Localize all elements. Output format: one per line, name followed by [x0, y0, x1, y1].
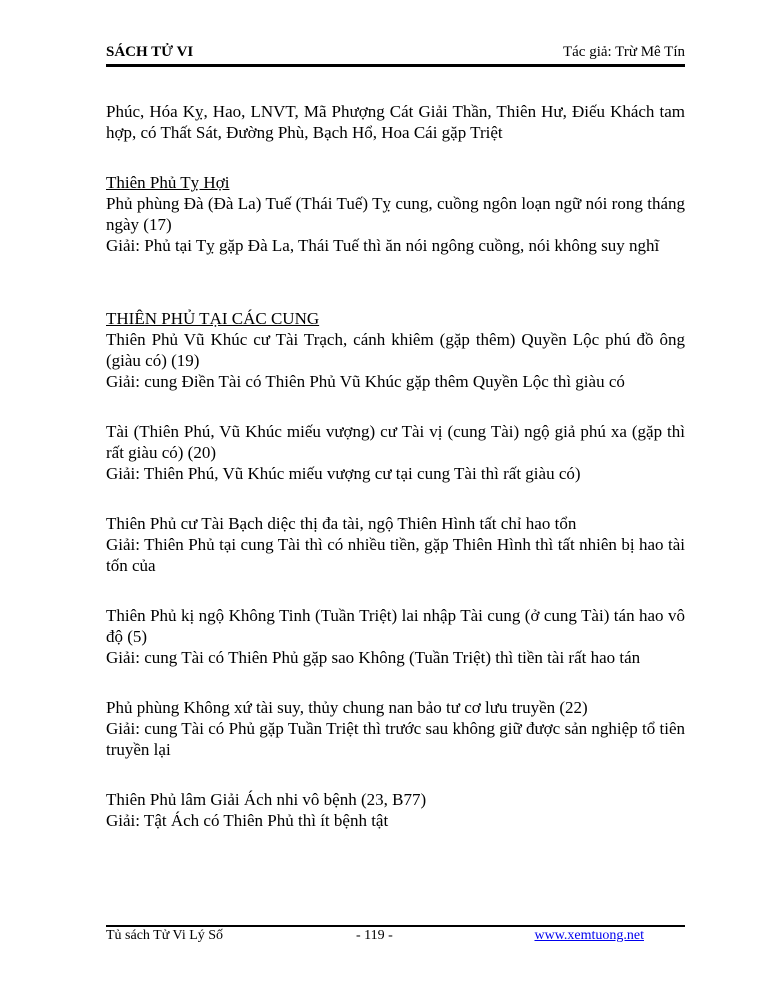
- page-number: - 119 -: [356, 928, 393, 943]
- explanation: Giải: Phủ tại Tỵ gặp Đà La, Thái Tuế thì ăn nói ngông cuồng, nói không suy nghĩ: [106, 236, 660, 255]
- explanation: Giải: cung Tài có Phủ gặp Tuần Triệt thì trước sau không giữ được sản nghiệp tổ tiên truyền lại: [106, 719, 685, 759]
- verse: Tài (Thiên Phú, Vũ Khúc miếu vượng) cư Tài vị (cung Tài) ngộ giả phú xa (gặp thì rất giàu có) (20): [106, 422, 685, 462]
- verse: Thiên Phủ Vũ Khúc cư Tài Trạch, cánh khiêm (gặp thêm) Quyền Lộc phú đồ ông (giàu có) (19): [106, 330, 685, 370]
- verse: Phủ phùng Đà (Đà La) Tuế (Thái Tuế) Tỵ cung, cuồng ngôn loạn ngữ nói rong tháng ngày (17): [106, 194, 685, 234]
- page-content: [106, 101, 685, 831]
- section-heading: THIÊN PHỦ TẠI CÁC CUNG: [106, 309, 320, 328]
- explanation: Giải: Thiên Phú, Vũ Khúc miếu vượng cư tại cung Tài thì rất giàu có): [106, 464, 581, 483]
- verse: Phủ phùng Không xứ tài suy, thủy chung nan bảo tư cơ lưu truyền (22): [106, 698, 588, 717]
- page-footer: [106, 928, 685, 948]
- website-link[interactable]: www.xemtuong.net: [534, 928, 644, 943]
- page-header: [106, 44, 685, 61]
- author-line: Tác giả: Trừ Mê Tín: [562, 44, 685, 60]
- explanation: Giải: cung Điền Tài có Thiên Phủ Vũ Khúc gặp thêm Quyền Lộc thì giàu có: [106, 372, 625, 391]
- footer-rule: [106, 925, 685, 927]
- section-heading: Thiên Phủ Tỵ Hợi: [106, 173, 230, 192]
- explanation: Giải: cung Tài có Thiên Phủ gặp sao Không (Tuần Triệt) thì tiền tài rất hao tán: [106, 648, 641, 667]
- book-title: SÁCH TỬ VI: [106, 44, 194, 60]
- paragraph: Phúc, Hóa Kỵ, Hao, LNVT, Mã Phượng Cát Giải Thần, Thiên Hư, Điếu Khách tam hợp, có Thất Sát, Đường Phù, Bạch Hổ, Hoa Cái gặp Triệt: [106, 102, 685, 142]
- verse: Thiên Phủ kị ngộ Không Tinh (Tuần Triệt) lai nhập Tài cung (ở cung Tài) tán hao vô độ (5): [106, 606, 685, 646]
- verse: Thiên Phủ lâm Giải Ách nhi vô bệnh (23, B77): [106, 790, 427, 809]
- series-name: Tủ sách Tử Vi Lý Số: [106, 928, 224, 943]
- verse: Thiên Phủ cư Tài Bạch diệc thị đa tài, ngộ Thiên Hình tất chỉ hao tổn: [106, 514, 577, 533]
- explanation: Giải: Thiên Phủ tại cung Tài thì có nhiều tiền, gặp Thiên Hình thì tất nhiên bị hao tài tốn của: [106, 535, 685, 575]
- explanation: Giải: Tật Ách có Thiên Phủ thì ít bệnh tật: [106, 811, 389, 830]
- header-rule: [106, 64, 685, 67]
